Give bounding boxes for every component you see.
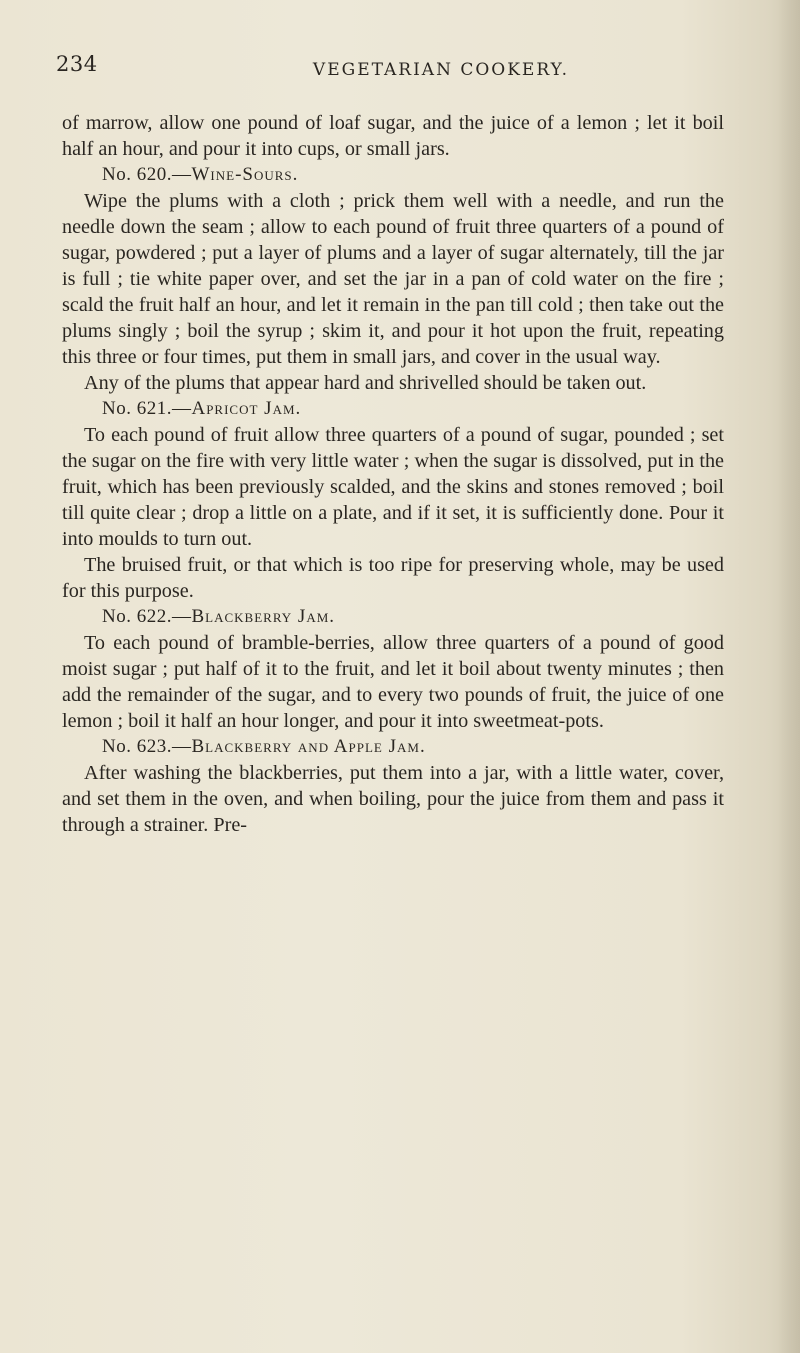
recipe-title-623: Blackberry and Apple Jam. — [191, 736, 426, 757]
paragraph-622-method: To each pound of bramble-berries, allow three quarters of a pound of good moist sugar ; put half of it to the fruit, and let it boil about twenty minutes ; then add the remainder of the sugar, and to every two pounds of fruit, the juice of one lemon ; boil it half an hour longer, and pour it into sweetmeat-pots. — [62, 632, 724, 732]
page-body — [62, 110, 724, 838]
paragraph-620-note: Any of the plums that appear hard and shrivelled should be taken out. — [84, 372, 647, 394]
page-header — [56, 52, 736, 86]
recipe-title-622: Blackberry Jam. — [191, 606, 336, 627]
running-head: VEGETARIAN COOKERY. — [312, 60, 570, 80]
recipe-number-622: No. 622.— — [102, 606, 192, 627]
recipe-number-623: No. 623.— — [102, 736, 192, 757]
recipe-number-620: No. 620.— — [102, 164, 192, 185]
recipe-heading-623 — [62, 734, 724, 760]
paragraph-621-method: To each pound of fruit allow three quarters of a pound of sugar, pounded ; set the sugar on the fire with very little water ; when the sugar is dissolved, put in the fruit, which has been previously scalded, and the skins and stones removed ; boil till quite clear ; drop a little on a plate, and if it set, it is sufficiently done. Pour it into moulds to turn out. — [62, 424, 724, 550]
paragraph-620-method: Wipe the plums with a cloth ; prick them well with a needle, and run the needle down the seam ; allow to each pound of fruit three quarters of a pound of sugar, powdered ; put a layer of plums and a layer of sugar alternately, till the jar is full ; tie white paper over, and set the jar in a pan of cold water on the fire ; scald the fruit half an hour, and let it remain in the pan till cold ; then take out the plums singly ; boil the syrup ; skim it, and pour it hot upon the fruit, repeating this three or four times, put them in small jars, and cover in the usual way. — [62, 190, 724, 368]
recipe-heading-621 — [62, 396, 724, 422]
recipe-heading-620 — [62, 162, 724, 188]
paragraph-623-method: After washing the blackberries, put them into a jar, with a little water, cover, and set them in the oven, and when boiling, pour the juice from them and pass it through a strainer. Pre- — [62, 762, 724, 836]
recipe-heading-622 — [62, 604, 724, 630]
page-edge-shadow — [778, 0, 800, 1353]
page-number: 234 — [56, 52, 98, 76]
paragraph-621-note: The bruised fruit, or that which is too ripe for preserving whole, may be used for this purpose. — [62, 554, 724, 602]
recipe-title-620: Wine-Sours. — [191, 164, 299, 185]
recipe-number-621: No. 621.— — [102, 398, 192, 419]
paragraph-intro: of marrow, allow one pound of loaf sugar, and the juice of a lemon ; let it boil half an hour, and pour it into cups, or small jars. — [62, 112, 724, 160]
recipe-title-621: Apricot Jam. — [191, 398, 302, 419]
